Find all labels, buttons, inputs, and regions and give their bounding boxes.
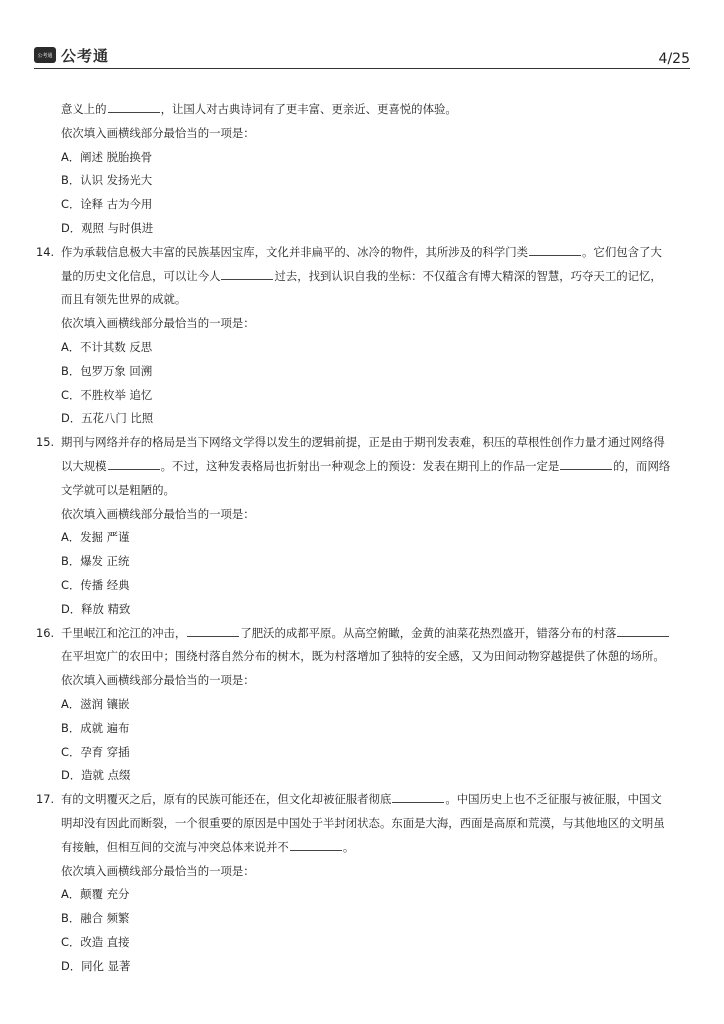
option-a: A．阐述 脱胎换骨 xyxy=(61,149,153,164)
option-a: A．滋润 镶嵌 xyxy=(61,696,130,711)
question-text-line: 文学就可以是粗陋的。 xyxy=(61,482,175,497)
logo-text: 公考通 xyxy=(61,46,110,65)
option-b: B．融合 频繁 xyxy=(61,911,130,926)
answer-blank xyxy=(290,840,342,851)
question-text-line: 意义上的 ，让国人对古典诗词有了更丰富、更亲近、更喜悦的体验。 xyxy=(61,102,457,116)
answer-blank xyxy=(221,269,273,280)
question-14: 14. 作为承载信息极大丰富的民族基因宝库，文化并非扁平的、冰冷的物件，其所涉及的科学门类 。它们包含了大 xyxy=(36,241,690,265)
option-c: C．孕育 穿插 xyxy=(61,744,130,759)
option-b: B．包罗万象 回溯 xyxy=(61,363,153,378)
question-text-line: 而且有领先世界的成就。 xyxy=(61,292,187,307)
question-number: 15. xyxy=(36,435,55,450)
question-text-line: 量的历史文化信息，可以让今人 过去，找到认识自我的坐标：不仅蕴含有博大精深的智慧，巧夺天工的记忆， xyxy=(61,268,662,283)
question-17: 17. 有的文明覆灭之后，原有的民族可能还在，但文化却被征服者彻底 。中国历史上也不乏征服与被征服，中国文 xyxy=(36,788,690,812)
question-text-line: 以大规模 。不过，这种发表格局也折射出一种观念上的预设：发表在期刊上的作品一定是 的，而网络 xyxy=(61,458,671,473)
logo xyxy=(34,46,109,64)
question-prompt: 依次填入画横线部分最恰当的一项是： xyxy=(61,863,255,878)
option-c: C．诠释 古为今用 xyxy=(61,197,153,212)
question-text-line: 有接触，但相互间的交流与冲突总体来说并不 。 xyxy=(61,839,355,854)
answer-blank xyxy=(108,102,160,113)
answer-blank xyxy=(617,626,669,637)
answer-blank xyxy=(560,459,612,470)
question-prompt: 依次填入画横线部分最恰当的一项是： xyxy=(61,316,255,331)
answer-blank xyxy=(392,792,444,803)
question-prompt: 依次填入画横线部分最恰当的一项是： xyxy=(61,673,255,688)
option-c: C．改造 直接 xyxy=(61,934,130,949)
option-b: B．爆发 正统 xyxy=(61,554,130,569)
question-number: 16. xyxy=(36,625,55,640)
page-number: 4/25 xyxy=(658,51,690,67)
option-a: A．颠覆 充分 xyxy=(61,887,130,902)
logo-icon: 公考通 xyxy=(34,47,56,63)
question-prompt: 依次填入画横线部分最恰当的一项是： xyxy=(61,125,255,140)
page-header xyxy=(34,42,690,69)
option-d: D．五花八门 比照 xyxy=(61,411,154,426)
option-a: A．发掘 严谨 xyxy=(61,530,130,545)
question-15: 15. 期刊与网络并存的格局是当下网络文学得以发生的逻辑前提，正是由于期刊发表难，积压的草根性创作力量才通过网络得 xyxy=(36,431,690,455)
option-d: D．观照 与时俱进 xyxy=(61,220,154,235)
question-text-line: 在平坦宽广的农田中；围绕村落自然分布的树木，既为村落增加了独特的安全感，又为田间动物穿越提供了休憩的场所。 xyxy=(61,649,665,664)
answer-blank xyxy=(187,626,239,637)
question-number: 17. xyxy=(36,792,55,807)
option-c: C．传播 经典 xyxy=(61,577,130,592)
option-b: B．认识 发扬光大 xyxy=(61,173,153,188)
option-a: A．不计其数 反思 xyxy=(61,339,153,354)
option-d: D．造就 点缀 xyxy=(61,768,131,783)
answer-blank xyxy=(529,245,581,256)
question-content xyxy=(36,98,690,978)
answer-blank xyxy=(108,459,160,470)
question-16: 16. 千里岷江和沱江的冲击， 了肥沃的成都平原。从高空俯瞰，金黄的油菜花热烈盛开，错落分布的村落 xyxy=(36,622,690,646)
option-d: D．同化 显著 xyxy=(61,958,131,973)
question-number: 14. xyxy=(36,244,55,259)
question-text-line: 明却没有因此而断裂，一个很重要的原因是中国处于半封闭状态。东面是大海，西面是高原和荒漠，与其他地区的文明虽 xyxy=(61,815,665,830)
option-c: C．不胜枚举 追忆 xyxy=(61,387,153,402)
question-prompt: 依次填入画横线部分最恰当的一项是： xyxy=(61,506,255,521)
option-d: D．释放 精致 xyxy=(61,601,131,616)
option-b: B．成就 遍布 xyxy=(61,720,130,735)
